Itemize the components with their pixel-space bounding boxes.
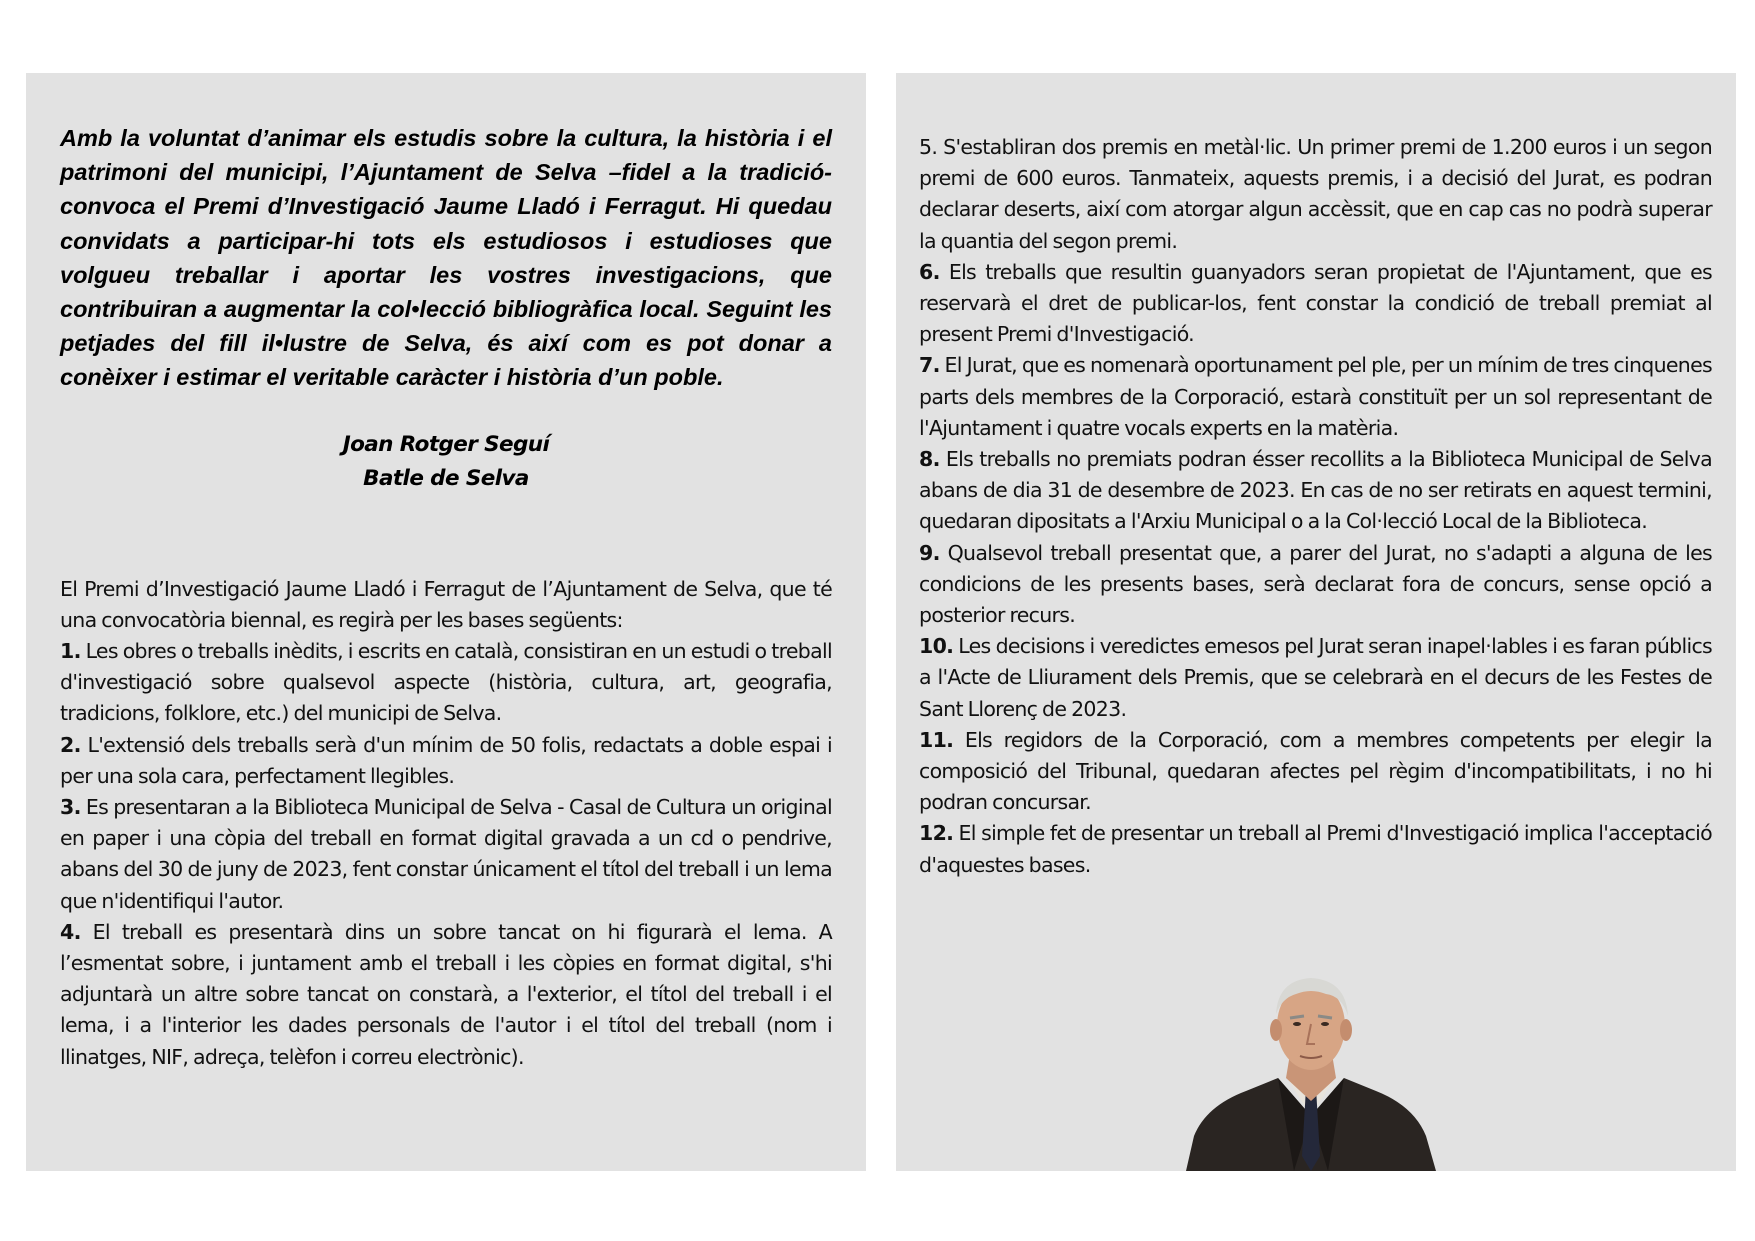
base-number: 11. — [919, 727, 954, 752]
base-number: 6. — [919, 259, 940, 284]
intro-paragraph: Amb la voluntat d’animar els estudis sobre la cultura, la història i el patrimoni del municipi, l’Ajuntament de Selva –fidel a la tradició- convoca el Premi d’Investigació Jaume Lladó i Ferragut. Hi quedau convidats a participar-hi tots els estudiosos i estudioses que volgueu treballar i aportar les vostres investigacions, que contribuiran a augmentar la col•lecció bibliogràfica local. Seguint les petjades del fill il•lustre de Selva, és així com es pot donar a conèixer i estimar el veritable caràcter i història d’un poble. — [60, 125, 832, 391]
base-text: L'extensió dels treballs serà d'un mínim de 50 folis, redactats a doble espai i per una sola cara, perfectament llegibles. — [60, 732, 832, 788]
base-item-6 — [919, 257, 1712, 351]
right-page — [896, 73, 1736, 1171]
base-item-11 — [919, 725, 1712, 819]
base-text: 5. S'establiran dos premis en metàl·lic. Un primer premi de 1.200 euros i un segon premi de 600 euros. Tanmateix, aquests premis, i a decisió del Jurat, es podran declarar deserts, així com atorgar algun accèssit, que en cap cas no podrà superar la quantia del segon premi. — [919, 135, 1712, 253]
base-text: El treball es presentarà dins un sobre tancat on hi figurarà el lema. A l’esmentat sobre, i juntament amb el treball i les còpies en format digital, s'hi adjuntarà un altre sobre tancat on constarà, a l'exterior, el títol del treball i el lema, i a l'interior les dades personals de l'autor i el títol del treball (nom i llinatges, NIF, adreça, telèfon i correu electrònic). — [60, 919, 832, 1069]
base-number: 12. — [919, 821, 954, 846]
left-page — [26, 73, 866, 1171]
base-number: 2. — [60, 732, 81, 757]
signature — [60, 428, 832, 496]
base-number: 10. — [919, 634, 954, 659]
base-text: El Jurat, que es nomenarà oportunament pel ple, per un mínim de tres cinquenes parts dels membres de la Corporació, estarà constituït per un sol representant de l'Ajuntament i quatre vocals experts en la matèria. — [919, 353, 1712, 440]
base-item-7 — [919, 350, 1712, 444]
base-number: 9. — [919, 540, 940, 565]
signature-role: Batle de Selva — [363, 465, 529, 491]
base-item-5 — [919, 132, 1712, 257]
bases-intro: El Premi d’Investigació Jaume Lladó i Ferragut de l’Ajuntament de Selva, que té una convocatòria biennal, es regirà per les bases següents: — [60, 576, 832, 632]
base-text: Les decisions i veredictes emesos pel Jurat seran inapel·lables i es faran públics a l'Acte de Lliurament dels Premis, que se celebrarà en el decurs de les Festes de Sant Llorenç de 2023. — [919, 634, 1712, 721]
base-item-1 — [60, 636, 832, 730]
base-text: El simple fet de presentar un treball al Premi d'Investigació implica l'acceptació d'aquestes bases. — [919, 821, 1712, 877]
portrait-image — [1186, 966, 1436, 1171]
base-item-8 — [919, 444, 1712, 538]
base-item-12 — [919, 818, 1712, 880]
base-text: Es presentaran a la Biblioteca Municipal de Selva - Casal de Cultura un original en paper i una còpia del treball en format digital gravada a un cd o pendrive, abans del 30 de juny de 2023, fent constar únicament el títol del treball i un lema que n'identifiqui l'autor. — [60, 795, 832, 913]
base-text: Els regidors de la Corporació, com a membres competents per elegir la composició del Tribunal, quedaran afectes pel règim d'incompatibilitats, i no hi podran concursar. — [919, 727, 1712, 815]
bases-left-column — [60, 574, 832, 1073]
base-item-2 — [60, 730, 832, 792]
base-item-9 — [919, 538, 1712, 632]
base-number: 7. — [919, 353, 940, 378]
base-text: Els treballs no premiats podran ésser recollits a la Biblioteca Municipal de Selva abans de dia 31 de desembre de 2023. En cas de no ser retirats en aquest termini, quedaran dipositats a l'Arxiu Municipal o a la Col·lecció Local de la Biblioteca. — [919, 447, 1712, 534]
base-item-3 — [60, 792, 832, 917]
base-number: 1. — [60, 639, 81, 664]
base-text: Les obres o treballs inèdits, i escrits en català, consistiran en un estudi o treball d'investigació sobre qualsevol aspecte (història, cultura, art, geografia, tradicions, folklore, etc.) del municipi de Selva. — [60, 639, 832, 726]
base-item-4 — [60, 917, 832, 1073]
base-number: 4. — [60, 919, 81, 944]
base-text: Qualsevol treball presentat que, a parer del Jurat, no s'adapti a alguna de les condicions de les presents bases, serà declarat fora de concurs, sense opció a posterior recurs. — [919, 540, 1712, 628]
base-number: 8. — [919, 447, 940, 472]
signature-name: Joan Rotger Seguí — [342, 431, 550, 457]
base-text: Els treballs que resultin guanyadors seran propietat de l'Ajuntament, que es reservarà el dret de publicar-los, fent constar la condició de treball premiat al present Premi d'Investigació. — [919, 259, 1712, 347]
base-number: 3. — [60, 795, 81, 820]
bases-right-column — [919, 132, 1712, 881]
base-item-10 — [919, 631, 1712, 725]
